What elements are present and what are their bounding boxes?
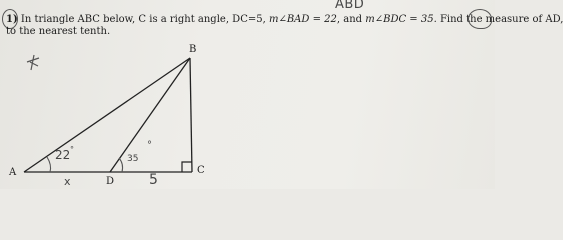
handwritten-angle-A: 22 <box>55 148 71 162</box>
angle-A-arc <box>47 157 51 172</box>
handwritten-DC-length: 5 <box>149 172 158 188</box>
vertex-label-B: B <box>189 44 197 55</box>
question-line-2: to the nearest tenth. <box>6 26 111 37</box>
question-text-part1: In triangle ABC below, C is a right angle, DC=5, <box>20 14 266 25</box>
question-number: 1) <box>6 14 18 25</box>
handwritten-top-note: ABD <box>335 0 365 12</box>
handwritten-scribble <box>27 55 39 70</box>
segment-AB <box>24 58 190 172</box>
vertex-label-D: D <box>106 176 115 187</box>
handwritten-small-mark: ° <box>147 140 152 151</box>
segment-BD <box>110 58 190 172</box>
angle-bdc-expression: m∠BDC = 35 <box>365 14 434 25</box>
question-and: , and <box>336 14 363 25</box>
handwritten-AD-variable: x <box>64 175 71 188</box>
angle-bad-expression: m∠BAD = 22 <box>268 14 337 25</box>
question-text-part2: . Find the measure of AD, <box>433 14 563 25</box>
vertex-label-C: C <box>197 165 205 176</box>
handwritten-angle-BDC: 35 <box>127 154 139 164</box>
angle-BDC-arc <box>119 158 123 172</box>
segment-BC <box>190 58 192 172</box>
vertex-label-A: A <box>9 167 17 178</box>
right-angle-marker <box>182 162 192 172</box>
handwritten-angle-A-degree: ° <box>70 145 74 154</box>
